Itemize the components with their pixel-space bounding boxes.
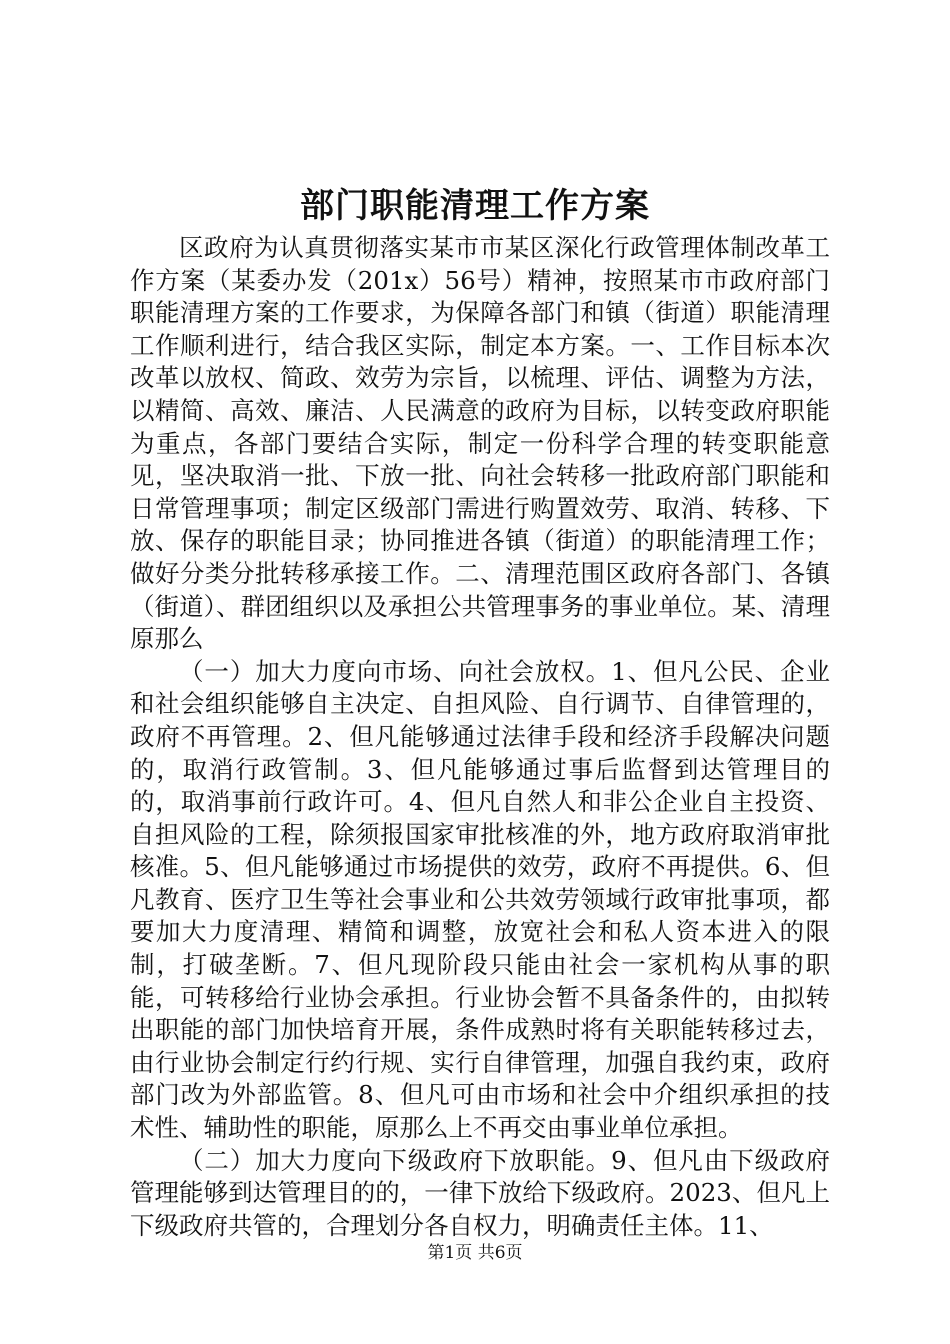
paragraph-section-2: （二）加大力度向下级政府下放职能。9、但凡由下级政府管理能够到达管理目的的，一律下放给下级政府。2023、但凡上下级政府共管的，合理划分各自权力，明确责任主体。11、 — [130, 1145, 830, 1240]
paragraph-section-1: （一）加大力度向市场、向社会放权。1、但凡公民、企业和社会组织能够自主决定、自担风险、自行调节、自律管理的，政府不再管理。2、但凡能够通过法律手段和经济手段解决问题的，取消行政管制。3、但凡能够通过事后监督到达管理目的的，取消事前行政许可。4、但凡自然人和非公企业自主投资、自担风险的工程，除须报国家审批核准的外，地方政府取消审批核准。5、但凡能够通过市场提供的效劳，政府不再提供。6、但凡教育、医疗卫生等社会事业和公共效劳领域行政审批事项，都要加大力度清理、精简和调整，放宽社会和私人资本进入的限制，打破垄断。7、但凡现阶段只能由社会一家机构从事的职能，可转移给行业协会承担。行业协会暂不具备条件的，由拟转出职能的部门加快培育开展，条件成熟时将有关职能转移过去，由行业协会制定行约行规、实行自律管理，加强自我约束，政府部门改为外部监管。8、但凡可由市场和社会中介组织承担的技术性、辅助性的职能，原那么上不再交由事业单位承担。 — [130, 656, 830, 1143]
page-number-footer: 第1页 共6页 — [427, 1243, 523, 1263]
page-title: 部门职能清理工作方案 — [300, 186, 650, 226]
paragraph-intro: 区政府为认真贯彻落实某市市某区深化行政管理体制改革工作方案（某委办发（201x）56号）精神，按照某市市政府部门职能清理方案的工作要求，为保障各部门和镇（街道）职能清理工作顺利进行，结合我区实际，制定本方案。一、工作目标本次改革以放权、简政、效劳为宗旨，以梳理、评估、调整为方法，以精简、高效、廉洁、人民满意的政府为目标，以转变政府职能为重点，各部门要结合实际，制定一份科学合理的转变职能意见，坚决取消一批、下放一批、向社会转移一批政府部门职能和日常管理事项；制定区级部门需进行购置效劳、取消、转移、下放、保存的职能目录；协同推进各镇（街道）的职能清理工作；做好分类分批转移承接工作。二、清理范围区政府各部门、各镇（街道）、群团组织以及承担公共管理事务的事业单位。某、清理原那么 — [130, 233, 830, 654]
document-body — [130, 232, 830, 1242]
